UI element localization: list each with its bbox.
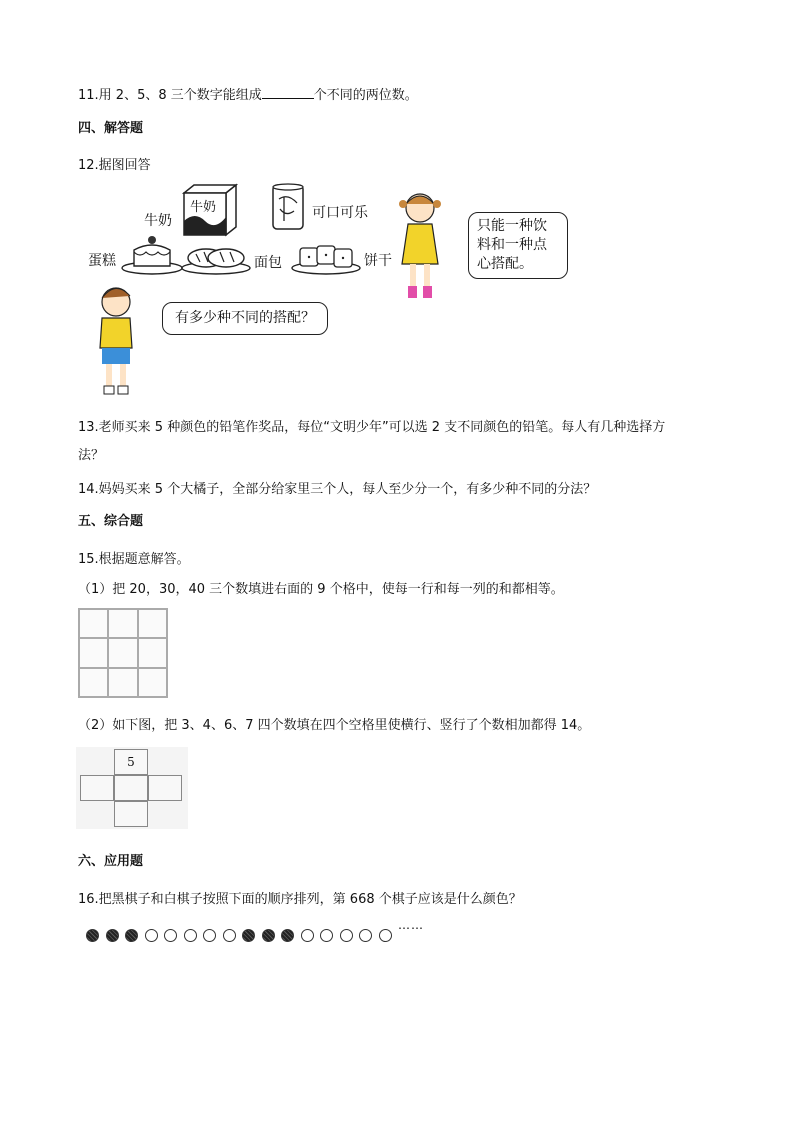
grid-cell[interactable] [108,668,137,697]
white-chess-piece-icon [184,929,197,942]
grid-cell[interactable] [138,609,167,638]
question-16: 16.把黑棋子和白棋子按照下面的顺序排列，第 668 个棋子应该是什么颜色？ [78,892,522,907]
girl-speech-bubble [468,212,568,279]
sequence-ellipsis: …… [398,918,424,932]
section-5-heading: 五、综合题 [78,514,144,529]
white-chess-piece-icon [145,929,158,942]
cross-cell-left[interactable] [80,775,114,801]
cake-label: 蛋糕 [88,253,116,269]
milk-label: 牛奶 [144,213,172,229]
boy-speech-bubble [162,302,328,335]
bread-icon [180,240,252,276]
cross-figure [76,747,188,829]
boy-illustration-icon [84,280,146,400]
girl-bubble-line: 心搭配。 [477,256,533,272]
question-15-part-2: （2）如下图，把 3、4、6、7 四个数填在四个空格里使横行、竖行了个数相加都得 14。 [78,718,591,733]
section-4-heading: 四、解答题 [78,121,144,136]
black-chess-piece-icon [125,929,138,942]
black-chess-piece-icon [106,929,119,942]
milk-box-text: 牛奶 [190,200,217,215]
white-chess-piece-icon [340,929,353,942]
cola-can-icon [270,181,306,233]
black-chess-piece-icon [281,929,294,942]
grid-cell[interactable] [108,638,137,667]
grid-cell[interactable] [79,638,108,667]
white-chess-piece-icon [320,929,333,942]
grid-cell[interactable] [108,609,137,638]
boy-bubble-text: 有多少种不同的搭配？ [175,310,315,326]
black-chess-piece-icon [86,929,99,942]
white-chess-piece-icon [359,929,372,942]
q11-text-after: 个不同的两位数。 [313,88,418,103]
question-12-title: 12.据图回答 [78,158,151,173]
biscuit-label: 饼干 [364,253,392,269]
grid-cell[interactable] [79,668,108,697]
black-chess-piece-icon [262,929,275,942]
cross-cell-center[interactable] [114,775,148,801]
white-chess-piece-icon [379,929,392,942]
grid-cell[interactable] [138,638,167,667]
answer-blank[interactable] [262,86,314,99]
cross-cell-top: 5 [114,749,148,775]
grid-cell[interactable] [138,668,167,697]
girl-bubble-line: 料和一种点 [477,237,547,253]
q11-text-before: 11.用 2、5、8 三个数字能组成 [78,88,262,103]
black-chess-piece-icon [242,929,255,942]
bread-label: 面包 [254,255,282,271]
nine-cell-grid[interactable] [78,608,168,698]
cross-cell-bottom[interactable] [114,801,148,827]
white-chess-piece-icon [223,929,236,942]
question-15-title: 15.根据题意解答。 [78,552,190,567]
biscuit-icon [290,240,362,276]
grid-cell[interactable] [79,609,108,638]
cross-cell-right[interactable] [148,775,182,801]
white-chess-piece-icon [203,929,216,942]
question-13-line-1: 13.老师买来 5 种颜色的铅笔作奖品，每位“文明少年”可以选 2 支不同颜色的铅笔。每人有几种选择方 [78,420,666,435]
girl-illustration-icon [390,186,450,306]
question-14: 14.妈妈买来 5 个大橘子，全部分给家里三个人，每人至少分一个，有多少种不同的分法？ [78,482,597,497]
white-chess-piece-icon [301,929,314,942]
girl-bubble-line: 只能一种饮 [477,218,547,234]
white-chess-piece-icon [164,929,177,942]
q12-illustration [80,176,570,400]
section-6-heading: 六、应用题 [78,854,144,869]
cola-label: 可口可乐 [312,205,368,221]
question-15-part-1: （1）把 20，30，40 三个数填进右面的 9 个格中，使每一行和每一列的和都相等。 [78,582,564,597]
question-13-line-2: 法？ [78,448,105,463]
question-11 [78,84,418,103]
cake-icon [120,232,184,276]
